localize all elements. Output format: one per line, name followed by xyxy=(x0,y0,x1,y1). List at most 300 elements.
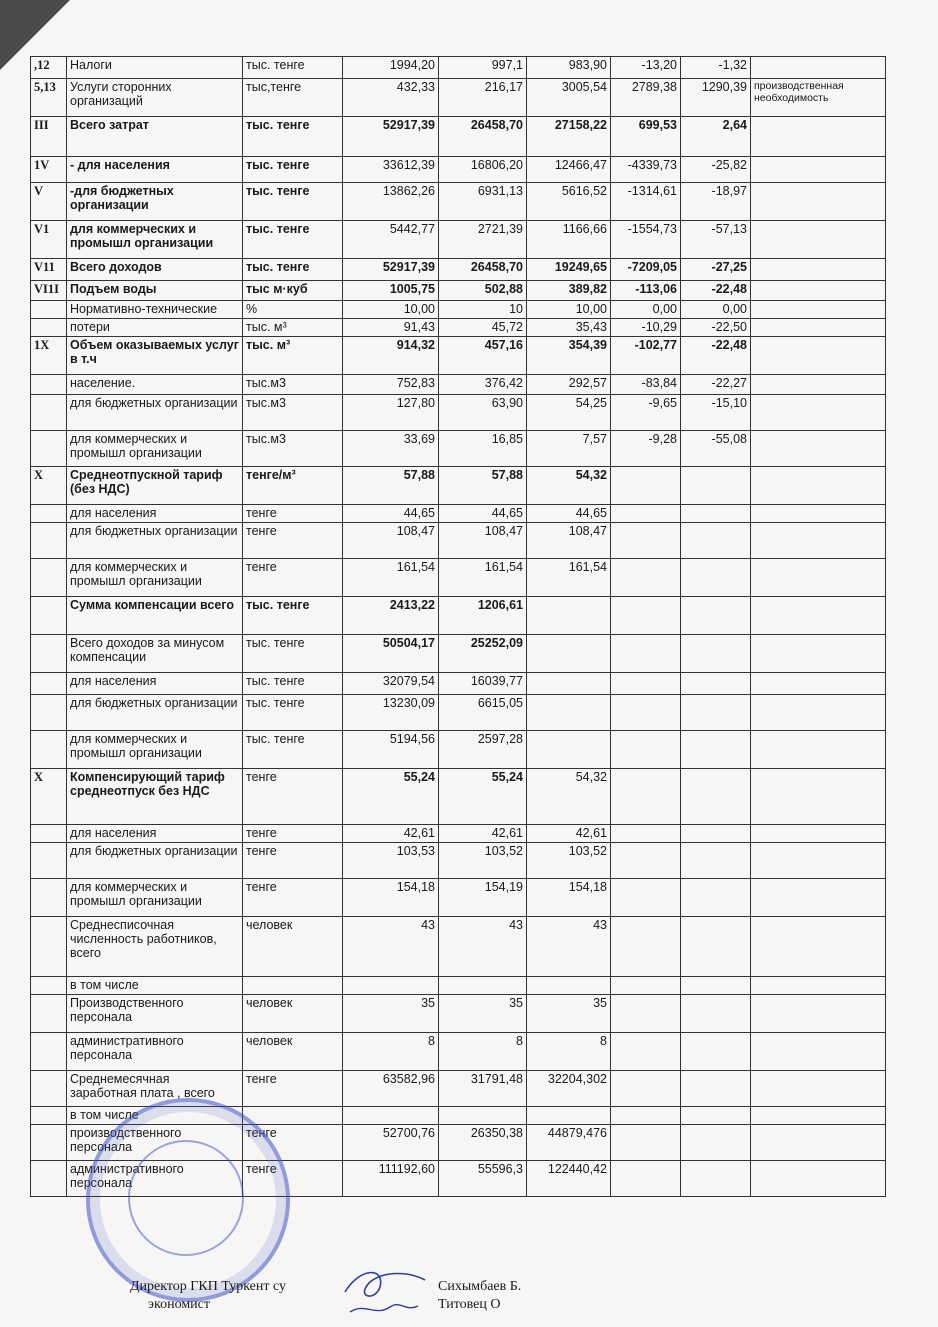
row-code xyxy=(31,431,67,467)
table-row xyxy=(31,597,886,635)
row-name: Налоги xyxy=(67,57,243,79)
row-name: -для бюджетных организации xyxy=(67,183,243,221)
value-deviation xyxy=(611,879,681,917)
table-row xyxy=(31,505,886,523)
value-deviation: -1554,73 xyxy=(611,221,681,259)
value-plan-year xyxy=(343,1107,439,1125)
value-plan-period: 216,17 xyxy=(439,79,527,117)
row-note xyxy=(751,597,886,635)
value-deviation xyxy=(611,1107,681,1125)
value-actual xyxy=(527,695,611,731)
row-name: производственного персонала xyxy=(67,1125,243,1161)
value-actual: 35 xyxy=(527,995,611,1033)
row-note xyxy=(751,1125,886,1161)
value-plan-year: 55,24 xyxy=(343,769,439,825)
value-plan-year: 42,61 xyxy=(343,825,439,843)
value-plan-period: 42,61 xyxy=(439,825,527,843)
row-unit: тыс. тенге xyxy=(243,673,343,695)
value-deviation xyxy=(611,523,681,559)
value-actual: 10,00 xyxy=(527,301,611,319)
row-code xyxy=(31,319,67,337)
row-code xyxy=(31,301,67,319)
value-deviation-pct: -22,27 xyxy=(681,375,751,395)
table-row xyxy=(31,221,886,259)
value-plan-period: 26350,38 xyxy=(439,1125,527,1161)
value-plan-period: 502,88 xyxy=(439,281,527,301)
value-actual: 12466,47 xyxy=(527,157,611,183)
value-deviation-pct: -25,82 xyxy=(681,157,751,183)
value-deviation xyxy=(611,1033,681,1071)
value-plan-period: 2597,28 xyxy=(439,731,527,769)
row-code: X xyxy=(31,769,67,825)
value-actual: 54,25 xyxy=(527,395,611,431)
row-code: 1V xyxy=(31,157,67,183)
row-note xyxy=(751,769,886,825)
table-row xyxy=(31,319,886,337)
table-row xyxy=(31,467,886,505)
value-plan-period: 457,16 xyxy=(439,337,527,375)
value-actual: 32204,302 xyxy=(527,1071,611,1107)
value-plan-year: 2413,22 xyxy=(343,597,439,635)
value-deviation-pct: -22,50 xyxy=(681,319,751,337)
value-plan-year: 432,33 xyxy=(343,79,439,117)
row-unit: тенге/м³ xyxy=(243,467,343,505)
value-deviation xyxy=(611,995,681,1033)
value-deviation: -102,77 xyxy=(611,337,681,375)
value-actual: 161,54 xyxy=(527,559,611,597)
value-deviation xyxy=(611,977,681,995)
value-deviation-pct: -18,97 xyxy=(681,183,751,221)
row-code xyxy=(31,695,67,731)
value-deviation-pct xyxy=(681,879,751,917)
row-unit: тенге xyxy=(243,505,343,523)
row-note xyxy=(751,117,886,157)
row-name: для коммерческих и промышл организации xyxy=(67,221,243,259)
value-actual: 19249,65 xyxy=(527,259,611,281)
value-deviation-pct: 0,00 xyxy=(681,301,751,319)
row-name: для коммерческих и промышл организации xyxy=(67,731,243,769)
row-unit: тыс. тенге xyxy=(243,695,343,731)
row-unit: тыс,тенге xyxy=(243,79,343,117)
row-code xyxy=(31,635,67,673)
table-row xyxy=(31,57,886,79)
value-plan-period: 57,88 xyxy=(439,467,527,505)
row-name: Сумма компенсации всего xyxy=(67,597,243,635)
row-name: для бюджетных организации xyxy=(67,523,243,559)
value-actual: 43 xyxy=(527,917,611,977)
row-note xyxy=(751,977,886,995)
value-deviation xyxy=(611,769,681,825)
row-name: для населения xyxy=(67,505,243,523)
value-deviation-pct xyxy=(681,995,751,1033)
value-plan-year: 5194,56 xyxy=(343,731,439,769)
value-plan-period: 26458,70 xyxy=(439,117,527,157)
table-row xyxy=(31,843,886,879)
row-unit: тыс.м3 xyxy=(243,395,343,431)
value-plan-period: 376,42 xyxy=(439,375,527,395)
value-deviation-pct xyxy=(681,917,751,977)
value-plan-year: 154,18 xyxy=(343,879,439,917)
row-code: 1X xyxy=(31,337,67,375)
row-name: Компенсирующий тариф среднеотпуск без НДС xyxy=(67,769,243,825)
value-plan-period: 31791,48 xyxy=(439,1071,527,1107)
value-plan-year: 5442,77 xyxy=(343,221,439,259)
row-code xyxy=(31,977,67,995)
value-plan-year: 8 xyxy=(343,1033,439,1071)
value-deviation: -9,28 xyxy=(611,431,681,467)
value-deviation-pct: 1290,39 xyxy=(681,79,751,117)
value-plan-year: 43 xyxy=(343,917,439,977)
row-unit: тыс. тенге xyxy=(243,157,343,183)
row-code xyxy=(31,1107,67,1125)
value-plan-period: 161,54 xyxy=(439,559,527,597)
row-note xyxy=(751,523,886,559)
row-note xyxy=(751,1107,886,1125)
value-plan-period: 26458,70 xyxy=(439,259,527,281)
row-name: Среднесписочная численность работников, всего xyxy=(67,917,243,977)
value-plan-year: 161,54 xyxy=(343,559,439,597)
value-deviation xyxy=(611,1125,681,1161)
value-actual: 108,47 xyxy=(527,523,611,559)
row-unit: тенге xyxy=(243,559,343,597)
row-name: для населения xyxy=(67,673,243,695)
row-note xyxy=(751,731,886,769)
value-deviation-pct xyxy=(681,505,751,523)
value-actual: 154,18 xyxy=(527,879,611,917)
value-deviation-pct xyxy=(681,597,751,635)
value-plan-year: 35 xyxy=(343,995,439,1033)
value-deviation xyxy=(611,1161,681,1197)
value-plan-year: 50504,17 xyxy=(343,635,439,673)
row-name: для коммерческих и промышл организации xyxy=(67,879,243,917)
row-unit: тыс м·куб xyxy=(243,281,343,301)
table-row xyxy=(31,977,886,995)
table-row xyxy=(31,635,886,673)
economist-name: Титовец О xyxy=(438,1297,501,1312)
value-deviation-pct: -55,08 xyxy=(681,431,751,467)
row-note xyxy=(751,467,886,505)
value-deviation-pct xyxy=(681,635,751,673)
value-actual xyxy=(527,673,611,695)
row-code xyxy=(31,1071,67,1107)
value-deviation-pct: -15,10 xyxy=(681,395,751,431)
row-name: Подъем воды xyxy=(67,281,243,301)
row-name: административного персонала xyxy=(67,1161,243,1197)
table-row xyxy=(31,559,886,597)
row-name: Нормативно-технические xyxy=(67,301,243,319)
value-deviation-pct xyxy=(681,523,751,559)
value-deviation-pct xyxy=(681,1107,751,1125)
row-unit: тыс. тенге xyxy=(243,183,343,221)
row-note xyxy=(751,1033,886,1071)
value-actual: 292,57 xyxy=(527,375,611,395)
row-note xyxy=(751,673,886,695)
row-unit: тыс. тенге xyxy=(243,635,343,673)
row-code: VI1I xyxy=(31,281,67,301)
value-deviation-pct: -22,48 xyxy=(681,281,751,301)
row-code xyxy=(31,825,67,843)
value-plan-period: 1206,61 xyxy=(439,597,527,635)
value-plan-period: 16806,20 xyxy=(439,157,527,183)
value-plan-year: 1994,20 xyxy=(343,57,439,79)
table-row xyxy=(31,1033,886,1071)
table-row xyxy=(31,117,886,157)
value-actual: 983,90 xyxy=(527,57,611,79)
row-note xyxy=(751,843,886,879)
row-name: для коммерческих и промышл организации xyxy=(67,431,243,467)
value-plan-year: 44,65 xyxy=(343,505,439,523)
value-plan-period: 997,1 xyxy=(439,57,527,79)
value-deviation xyxy=(611,505,681,523)
value-deviation: 0,00 xyxy=(611,301,681,319)
row-name: Производственного персонала xyxy=(67,995,243,1033)
row-note xyxy=(751,1161,886,1197)
row-note xyxy=(751,505,886,523)
value-deviation-pct xyxy=(681,825,751,843)
row-note xyxy=(751,337,886,375)
value-actual: 354,39 xyxy=(527,337,611,375)
row-unit: тенге xyxy=(243,1125,343,1161)
table-row xyxy=(31,79,886,117)
row-code xyxy=(31,395,67,431)
row-unit: тыс. тенге xyxy=(243,731,343,769)
value-actual: 122440,42 xyxy=(527,1161,611,1197)
value-plan-year: 52917,39 xyxy=(343,117,439,157)
row-note xyxy=(751,157,886,183)
table-row xyxy=(31,395,886,431)
value-deviation xyxy=(611,695,681,731)
value-actual xyxy=(527,597,611,635)
value-actual: 54,32 xyxy=(527,467,611,505)
value-plan-year xyxy=(343,977,439,995)
row-code xyxy=(31,505,67,523)
table-row xyxy=(31,301,886,319)
value-plan-period: 25252,09 xyxy=(439,635,527,673)
row-unit xyxy=(243,977,343,995)
value-plan-period: 154,19 xyxy=(439,879,527,917)
value-plan-period xyxy=(439,977,527,995)
table-row xyxy=(31,523,886,559)
value-deviation-pct: -27,25 xyxy=(681,259,751,281)
row-note xyxy=(751,281,886,301)
row-unit: человек xyxy=(243,917,343,977)
value-plan-period xyxy=(439,1107,527,1125)
value-actual xyxy=(527,977,611,995)
row-code xyxy=(31,375,67,395)
table-row xyxy=(31,183,886,221)
value-deviation-pct xyxy=(681,1033,751,1071)
row-note: производственная необходимость xyxy=(751,79,886,117)
value-deviation: 699,53 xyxy=(611,117,681,157)
table-row xyxy=(31,769,886,825)
value-actual: 44879,476 xyxy=(527,1125,611,1161)
table-row xyxy=(31,673,886,695)
row-name: население. xyxy=(67,375,243,395)
table-row xyxy=(31,917,886,977)
row-code: V11 xyxy=(31,259,67,281)
value-deviation: -4339,73 xyxy=(611,157,681,183)
value-deviation: 2789,38 xyxy=(611,79,681,117)
row-note xyxy=(751,221,886,259)
row-name: Услуги сторонних организаций xyxy=(67,79,243,117)
row-unit: тыс. тенге xyxy=(243,57,343,79)
value-plan-period: 6615,05 xyxy=(439,695,527,731)
value-deviation-pct xyxy=(681,467,751,505)
value-plan-period: 16,85 xyxy=(439,431,527,467)
value-actual xyxy=(527,1107,611,1125)
value-deviation xyxy=(611,673,681,695)
value-plan-year: 91,43 xyxy=(343,319,439,337)
row-unit: тыс. м³ xyxy=(243,319,343,337)
value-deviation-pct xyxy=(681,1071,751,1107)
table-row xyxy=(31,695,886,731)
value-deviation xyxy=(611,731,681,769)
value-deviation-pct: -22,48 xyxy=(681,337,751,375)
value-plan-year: 111192,60 xyxy=(343,1161,439,1197)
row-code xyxy=(31,995,67,1033)
row-name: Среднеотпускной тариф (без НДС) xyxy=(67,467,243,505)
table-row xyxy=(31,281,886,301)
row-code: X xyxy=(31,467,67,505)
value-plan-period: 10 xyxy=(439,301,527,319)
row-note xyxy=(751,183,886,221)
row-code: 5,13 xyxy=(31,79,67,117)
value-deviation: -1314,61 xyxy=(611,183,681,221)
value-deviation xyxy=(611,559,681,597)
value-plan-year: 13862,26 xyxy=(343,183,439,221)
value-deviation-pct xyxy=(681,769,751,825)
value-deviation-pct xyxy=(681,1125,751,1161)
director-title: Директор ГКП Туркент су xyxy=(130,1279,287,1294)
value-deviation xyxy=(611,1071,681,1107)
row-note xyxy=(751,1071,886,1107)
row-note xyxy=(751,395,886,431)
value-plan-period: 2721,39 xyxy=(439,221,527,259)
row-note xyxy=(751,375,886,395)
row-note xyxy=(751,695,886,731)
row-note xyxy=(751,259,886,281)
value-plan-year: 13230,09 xyxy=(343,695,439,731)
row-note xyxy=(751,319,886,337)
report-sheet xyxy=(30,56,885,1197)
row-note xyxy=(751,559,886,597)
row-unit: тенге xyxy=(243,769,343,825)
row-name: для коммерческих и промышл организации xyxy=(67,559,243,597)
value-deviation-pct xyxy=(681,673,751,695)
value-actual: 7,57 xyxy=(527,431,611,467)
row-code xyxy=(31,1161,67,1197)
value-plan-year: 33,69 xyxy=(343,431,439,467)
row-unit: тыс. тенге xyxy=(243,597,343,635)
row-note xyxy=(751,57,886,79)
value-plan-year: 63582,96 xyxy=(343,1071,439,1107)
row-name: Всего доходов за минусом компенсации xyxy=(67,635,243,673)
value-plan-period: 108,47 xyxy=(439,523,527,559)
row-code xyxy=(31,1033,67,1071)
value-plan-year: 108,47 xyxy=(343,523,439,559)
value-deviation-pct xyxy=(681,977,751,995)
row-name: Объем оказываемых услуг в т.ч xyxy=(67,337,243,375)
value-actual: 42,61 xyxy=(527,825,611,843)
table-row xyxy=(31,731,886,769)
value-deviation xyxy=(611,635,681,673)
row-unit: тыс.м3 xyxy=(243,431,343,467)
value-actual: 27158,22 xyxy=(527,117,611,157)
table-row xyxy=(31,995,886,1033)
row-unit: тенге xyxy=(243,843,343,879)
row-note xyxy=(751,825,886,843)
value-deviation-pct: 2,64 xyxy=(681,117,751,157)
value-plan-period: 55,24 xyxy=(439,769,527,825)
row-unit: тенге xyxy=(243,523,343,559)
value-plan-period: 44,65 xyxy=(439,505,527,523)
row-unit: % xyxy=(243,301,343,319)
row-code: ,12 xyxy=(31,57,67,79)
signature-director xyxy=(340,1262,430,1320)
row-name: Всего затрат xyxy=(67,117,243,157)
value-deviation xyxy=(611,825,681,843)
value-plan-period: 63,90 xyxy=(439,395,527,431)
row-name: для бюджетных организации xyxy=(67,695,243,731)
value-deviation xyxy=(611,597,681,635)
row-unit: тыс. тенге xyxy=(243,221,343,259)
economist-title: экономист xyxy=(148,1297,211,1312)
row-code: V1 xyxy=(31,221,67,259)
value-plan-year: 103,53 xyxy=(343,843,439,879)
value-plan-year: 32079,54 xyxy=(343,673,439,695)
table-body xyxy=(31,57,886,1197)
value-actual xyxy=(527,731,611,769)
value-plan-period: 6931,13 xyxy=(439,183,527,221)
value-deviation-pct: -1,32 xyxy=(681,57,751,79)
value-actual: 389,82 xyxy=(527,281,611,301)
row-unit: тыс. м³ xyxy=(243,337,343,375)
value-plan-year: 914,32 xyxy=(343,337,439,375)
value-plan-year: 52917,39 xyxy=(343,259,439,281)
value-deviation-pct xyxy=(681,1161,751,1197)
row-unit xyxy=(243,1107,343,1125)
value-deviation: -83,84 xyxy=(611,375,681,395)
row-name: в том числе xyxy=(67,1107,243,1125)
value-actual: 3005,54 xyxy=(527,79,611,117)
value-plan-year: 1005,75 xyxy=(343,281,439,301)
value-plan-year: 52700,76 xyxy=(343,1125,439,1161)
row-note xyxy=(751,301,886,319)
value-plan-year: 10,00 xyxy=(343,301,439,319)
row-unit: тенге xyxy=(243,879,343,917)
row-name: Среднемесячная заработная плата , всего xyxy=(67,1071,243,1107)
value-deviation: -10,29 xyxy=(611,319,681,337)
row-code: V xyxy=(31,183,67,221)
row-name: - для населения xyxy=(67,157,243,183)
value-plan-period: 35 xyxy=(439,995,527,1033)
row-name: Всего доходов xyxy=(67,259,243,281)
row-note xyxy=(751,995,886,1033)
value-plan-period: 16039,77 xyxy=(439,673,527,695)
value-deviation-pct xyxy=(681,731,751,769)
value-plan-year: 33612,39 xyxy=(343,157,439,183)
row-unit: тенге xyxy=(243,1161,343,1197)
row-name: для бюджетных организации xyxy=(67,395,243,431)
value-deviation-pct: -57,13 xyxy=(681,221,751,259)
table-row xyxy=(31,157,886,183)
table-row xyxy=(31,259,886,281)
table-row xyxy=(31,375,886,395)
table-row xyxy=(31,879,886,917)
row-name: для бюджетных организации xyxy=(67,843,243,879)
value-actual: 44,65 xyxy=(527,505,611,523)
tariff-table xyxy=(30,56,886,1197)
